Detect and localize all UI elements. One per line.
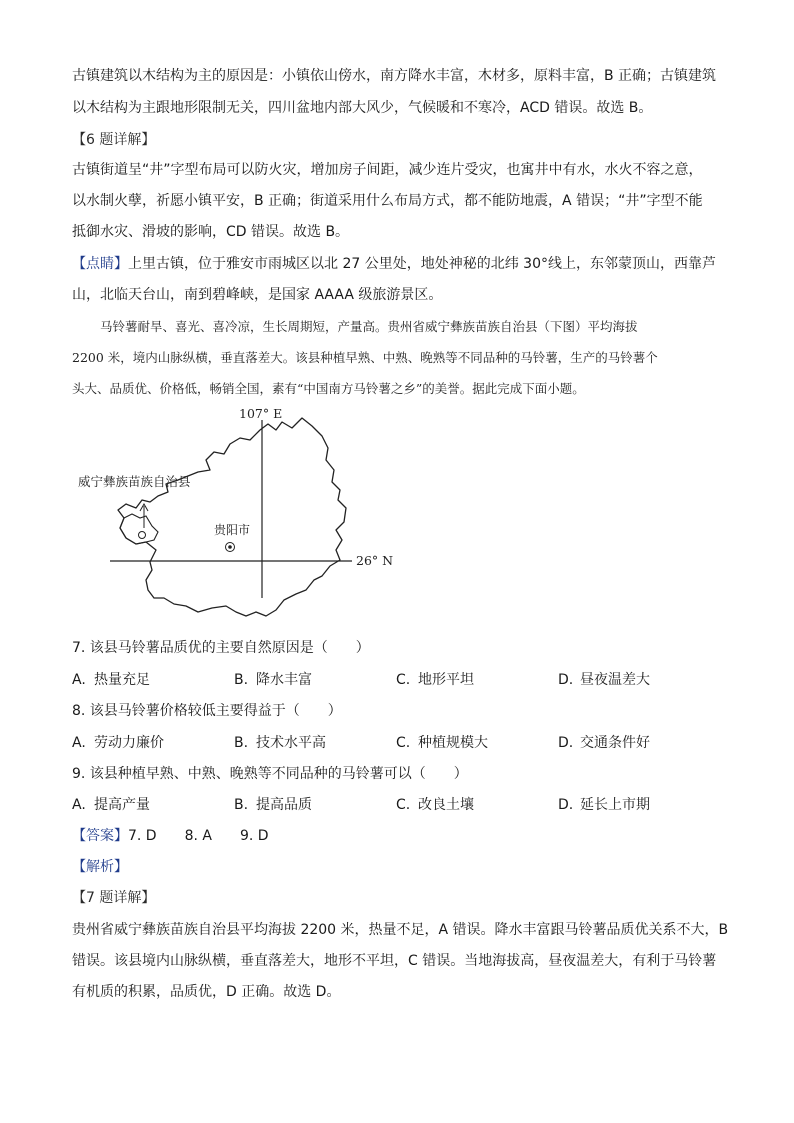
question-8-stem: 8. 该县马铃薯价格较低主要得益于（ ） <box>72 703 342 719</box>
tip-line-2: 山，北临天台山，南到碧峰峡，是国家 AAAA 级旅游景区。 <box>72 287 443 303</box>
q7-line-2: 错误。该县境内山脉纵横，垂直落差大，地形不平坦，C 错误。当地海拔高，昼夜温差大，有利于马铃薯 <box>72 953 717 969</box>
q7-line-1: 贵州省威宁彝族苗族自治县平均海拔 2200 米，热量不足，A 错误。降水丰富跟马铃薯品质优关系不大，B <box>72 922 729 938</box>
q7-line-3: 有机质的积累，品质优，D 正确。故选 D。 <box>72 984 341 1000</box>
answer-line <box>72 826 269 846</box>
county-location-map <box>70 400 410 628</box>
passage-line-3: 头大、品质优、价格低，畅销全国，素有“中国南方马铃薯之乡”的美誉。据此完成下面小题。 <box>72 381 585 396</box>
q7-header: 【7 题详解】 <box>72 890 156 906</box>
county-label: 威宁彝族苗族自治县 <box>78 474 191 489</box>
q7-option-b[interactable]: B. 降水丰富 <box>234 672 312 688</box>
q7-option-c[interactable]: C. 地形平坦 <box>396 672 474 688</box>
parallel-label: 26° N <box>356 553 394 568</box>
passage-line-1: 马铃薯耐旱、喜光、喜冷凉，生长周期短，产量高。贵州省威宁彝族苗族自治县（下图）平均海拔 <box>100 319 638 334</box>
guiyang-marker-dot <box>228 545 232 549</box>
answer-7: 7. D <box>128 828 157 844</box>
analysis-label: 【解析】 <box>72 859 128 875</box>
county-seat-marker <box>139 532 146 539</box>
passage-line-2: 2200 米，境内山脉纵横，垂直落差大。该县种植早熟、中熟、晚熟等不同品种的马铃薯，生产的马铃薯个 <box>72 350 658 365</box>
q8-option-b[interactable]: B. 技术水平高 <box>234 735 326 751</box>
q8-option-a[interactable]: A. 劳动力廉价 <box>72 735 164 751</box>
q9-option-c[interactable]: C. 改良土壤 <box>396 797 474 813</box>
q9-option-a[interactable]: A. 提高产量 <box>72 797 150 813</box>
answer-label: 【答案】 <box>72 828 128 844</box>
capital-label: 贵阳市 <box>214 523 251 537</box>
q6-header: 【6 题详解】 <box>72 132 156 148</box>
prev-line-2: 以木结构为主跟地形限制无关，四川盆地内部大风少，气候暖和不寒冷，ACD 错误。故选 B。 <box>72 100 653 116</box>
meridian-label: 107° E <box>239 406 283 421</box>
question-7-stem: 7. 该县马铃薯品质优的主要自然原因是（ ） <box>72 640 370 656</box>
q6-line-1: 古镇街道呈“井”字型布局可以防火灾，增加房子间距，减少连片受灾，也寓井中有水，水火不容之意， <box>72 162 703 178</box>
q8-option-d[interactable]: D. 交通条件好 <box>558 735 650 751</box>
guizhou-outline <box>118 418 346 616</box>
q7-option-d[interactable]: D. 昼夜温差大 <box>558 672 650 688</box>
tip-line-1 <box>72 254 716 274</box>
question-9-stem: 9. 该县种植早熟、中熟、晚熟等不同品种的马铃薯可以（ ） <box>72 766 468 782</box>
tip-text-1: 上里古镇，位于雅安市雨城区以北 27 公里处，地处神秘的北纬 30°线上，东邻蒙顶山，西靠芦 <box>128 256 716 272</box>
q8-option-c[interactable]: C. 种植规模大 <box>396 735 488 751</box>
prev-line-1: 古镇建筑以木结构为主的原因是：小镇依山傍水，南方降水丰富，木材多，原料丰富，B 正确；古镇建筑 <box>72 68 717 84</box>
q6-line-2: 以水制火孽，祈愿小镇平安，B 正确；街道采用什么布局方式，都不能防地震，A 错误；“井”字型不能 <box>72 193 703 209</box>
q6-line-3: 抵御水灾、滑坡的影响，CD 错误。故选 B。 <box>72 224 350 240</box>
q7-option-a[interactable]: A. 热量充足 <box>72 672 150 688</box>
q9-option-b[interactable]: B. 提高品质 <box>234 797 312 813</box>
q9-option-d[interactable]: D. 延长上市期 <box>558 797 650 813</box>
answer-8: 8. A <box>184 828 212 844</box>
answer-9: 9. D <box>239 828 269 844</box>
weining-county-outline <box>120 514 158 544</box>
tip-label: 【点睛】 <box>72 256 128 272</box>
